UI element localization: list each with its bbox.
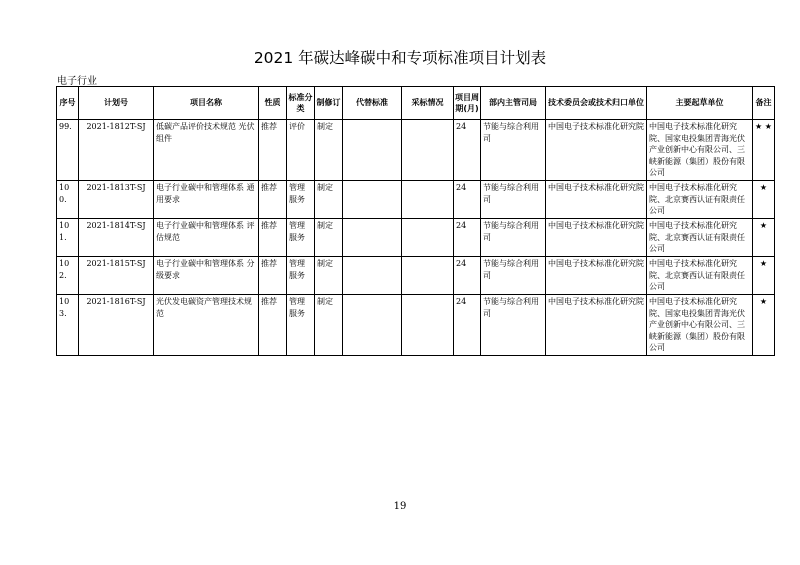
cell-project-name: 低碳产品评价技术规范 光伏组件 — [154, 120, 259, 181]
cell-plan-no: 2021-1815T-SJ — [79, 257, 154, 295]
cell-committee: 中国电子技术标准化研究院 — [546, 257, 647, 295]
header-project-name: 项目名称 — [154, 87, 259, 120]
header-category: 标准分类 — [287, 87, 315, 120]
cell-adoption — [402, 219, 454, 257]
cell-no: 99. — [57, 120, 79, 181]
cell-period: 24 — [454, 181, 481, 219]
industry-label: 电子行业 — [57, 76, 97, 87]
cell-nature: 推荐 — [259, 295, 287, 356]
cell-committee: 中国电子技术标准化研究院 — [546, 181, 647, 219]
cell-replace-standard — [343, 181, 402, 219]
table-row — [57, 257, 775, 295]
standards-plan-table — [56, 86, 775, 356]
header-revision: 制修订 — [315, 87, 343, 120]
cell-adoption — [402, 120, 454, 181]
cell-replace-standard — [343, 120, 402, 181]
cell-note: ★ — [753, 219, 775, 257]
header-note: 备注 — [753, 87, 775, 120]
cell-period: 24 — [454, 295, 481, 356]
cell-committee: 中国电子技术标准化研究院 — [546, 219, 647, 257]
cell-plan-no: 2021-1813T-SJ — [79, 181, 154, 219]
cell-adoption — [402, 295, 454, 356]
cell-nature: 推荐 — [259, 219, 287, 257]
header-replace-standard: 代替标准 — [343, 87, 402, 120]
cell-project-name: 电子行业碳中和管理体系 评估规范 — [154, 219, 259, 257]
cell-project-name: 光伏发电碳资产管理技术规范 — [154, 295, 259, 356]
cell-project-name: 电子行业碳中和管理体系 通用要求 — [154, 181, 259, 219]
cell-no: 103. — [57, 295, 79, 356]
cell-replace-standard — [343, 257, 402, 295]
cell-period: 24 — [454, 219, 481, 257]
cell-period: 24 — [454, 120, 481, 181]
header-committee: 技术委员会或技术归口单位 — [546, 87, 647, 120]
cell-department: 节能与综合利用司 — [481, 219, 546, 257]
cell-nature: 推荐 — [259, 257, 287, 295]
cell-nature: 推荐 — [259, 181, 287, 219]
table-header-row — [57, 87, 775, 120]
header-drafters: 主要起草单位 — [647, 87, 753, 120]
cell-replace-standard — [343, 295, 402, 356]
cell-plan-no: 2021-1814T-SJ — [79, 219, 154, 257]
cell-drafters: 中国电子技术标准化研究院、北京赛西认证有限责任公司 — [647, 181, 753, 219]
page-number: 19 — [393, 501, 407, 512]
cell-no: 101. — [57, 219, 79, 257]
cell-drafters: 中国电子技术标准化研究院、国家电投集团青海光伏产业创新中心有限公司、三峡新能源（集团）股份有限公司 — [647, 295, 753, 356]
cell-committee: 中国电子技术标准化研究院 — [546, 120, 647, 181]
table-row — [57, 181, 775, 219]
cell-revision: 制定 — [315, 257, 343, 295]
cell-plan-no: 2021-1812T-SJ — [79, 120, 154, 181]
cell-period: 24 — [454, 257, 481, 295]
cell-revision: 制定 — [315, 295, 343, 356]
cell-category: 管理服务 — [287, 219, 315, 257]
cell-project-name: 电子行业碳中和管理体系 分级要求 — [154, 257, 259, 295]
table-row — [57, 219, 775, 257]
cell-category: 管理服务 — [287, 257, 315, 295]
cell-plan-no: 2021-1816T-SJ — [79, 295, 154, 356]
header-nature: 性质 — [259, 87, 287, 120]
page-title: 2021 年碳达峰碳中和专项标准项目计划表 — [253, 49, 547, 67]
cell-replace-standard — [343, 219, 402, 257]
cell-committee: 中国电子技术标准化研究院 — [546, 295, 647, 356]
table-row — [57, 295, 775, 356]
table-row — [57, 120, 775, 181]
cell-adoption — [402, 181, 454, 219]
header-plan-no: 计划号 — [79, 87, 154, 120]
cell-revision: 制定 — [315, 181, 343, 219]
cell-drafters: 中国电子技术标准化研究院、北京赛西认证有限责任公司 — [647, 219, 753, 257]
cell-adoption — [402, 257, 454, 295]
cell-drafters: 中国电子技术标准化研究院、北京赛西认证有限责任公司 — [647, 257, 753, 295]
header-department: 部内主管司局 — [481, 87, 546, 120]
cell-category: 管理服务 — [287, 181, 315, 219]
cell-no: 100. — [57, 181, 79, 219]
cell-department: 节能与综合利用司 — [481, 257, 546, 295]
cell-revision: 制定 — [315, 219, 343, 257]
cell-revision: 制定 — [315, 120, 343, 181]
cell-note: ★ ★ — [753, 120, 775, 181]
cell-drafters: 中国电子技术标准化研究院、国家电投集团青海光伏产业创新中心有限公司、三峡新能源（集团）股份有限公司 — [647, 120, 753, 181]
cell-note: ★ — [753, 181, 775, 219]
cell-no: 102. — [57, 257, 79, 295]
cell-nature: 推荐 — [259, 120, 287, 181]
cell-department: 节能与综合利用司 — [481, 181, 546, 219]
cell-category: 管理服务 — [287, 295, 315, 356]
header-adoption: 采标情况 — [402, 87, 454, 120]
cell-category: 评价 — [287, 120, 315, 181]
cell-department: 节能与综合利用司 — [481, 295, 546, 356]
cell-note: ★ — [753, 295, 775, 356]
cell-department: 节能与综合利用司 — [481, 120, 546, 181]
header-no: 序号 — [57, 87, 79, 120]
cell-note: ★ — [753, 257, 775, 295]
header-period: 项目周期(月) — [454, 87, 481, 120]
